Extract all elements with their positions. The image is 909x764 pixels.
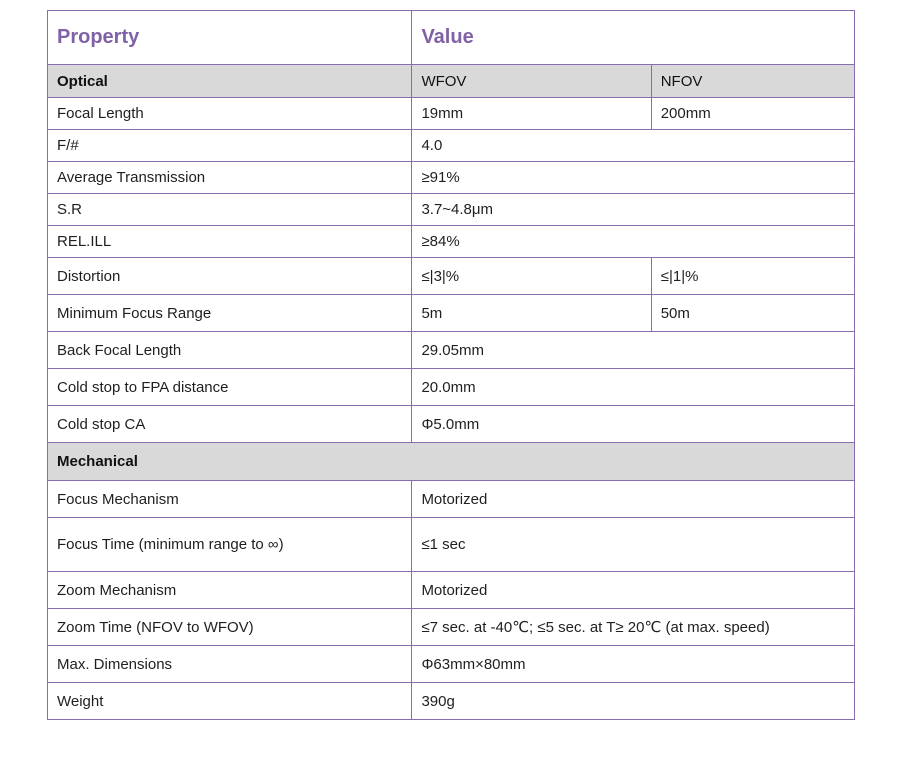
row-label: Focus Time (minimum range to ∞) [48,518,412,572]
row-value-nfov: ≤|1|% [651,258,854,295]
row-label: Focal Length [48,98,412,130]
row-label: Minimum Focus Range [48,295,412,332]
row-label: Zoom Mechanism [48,572,412,609]
table-row [48,130,855,162]
row-label: Weight [48,683,412,720]
row-value: 4.0 [412,130,855,162]
property-header: Property [48,11,412,65]
table-row [48,609,855,646]
row-value: 3.7~4.8μm [412,194,855,226]
row-value: ≥91% [412,162,855,194]
table-row [48,258,855,295]
table-row [48,226,855,258]
row-label: Back Focal Length [48,332,412,369]
row-value-wfov: ≤|3|% [412,258,651,295]
row-label: Average Transmission [48,162,412,194]
row-value: ≤1 sec [412,518,855,572]
table-row [48,406,855,443]
table-row [48,683,855,720]
table-header-row [48,11,855,65]
table-row [48,572,855,609]
row-value: Φ63mm×80mm [412,646,855,683]
row-value-nfov: 200mm [651,98,854,130]
row-value: 20.0mm [412,369,855,406]
row-value: Φ5.0mm [412,406,855,443]
row-label: Distortion [48,258,412,295]
row-label: F/# [48,130,412,162]
row-label: Focus Mechanism [48,481,412,518]
row-value: Motorized [412,572,855,609]
row-label: REL.ILL [48,226,412,258]
nfov-header: NFOV [651,65,854,98]
table-row [48,295,855,332]
row-value-wfov: 19mm [412,98,651,130]
table-row [48,162,855,194]
row-label: Zoom Time (NFOV to WFOV) [48,609,412,646]
table-row [48,332,855,369]
section-label-mechanical: Mechanical [48,443,855,481]
table-row [48,98,855,130]
row-label: Max. Dimensions [48,646,412,683]
row-value-wfov: 5m [412,295,651,332]
row-value: 29.05mm [412,332,855,369]
row-label: Cold stop to FPA distance [48,369,412,406]
value-header: Value [412,11,855,65]
spec-table [47,10,855,720]
section-row-optical [48,65,855,98]
table-row [48,481,855,518]
table-row [48,194,855,226]
row-value: ≤7 sec. at -40℃; ≤5 sec. at T≥ 20℃ (at max. speed) [412,609,855,646]
row-value: 390g [412,683,855,720]
table-row [48,646,855,683]
row-label: Cold stop CA [48,406,412,443]
table-row [48,369,855,406]
row-value-nfov: 50m [651,295,854,332]
section-row-mechanical [48,443,855,481]
wfov-header: WFOV [412,65,651,98]
row-value: ≥84% [412,226,855,258]
section-label-optical: Optical [48,65,412,98]
table-row [48,518,855,572]
row-value: Motorized [412,481,855,518]
row-label: S.R [48,194,412,226]
